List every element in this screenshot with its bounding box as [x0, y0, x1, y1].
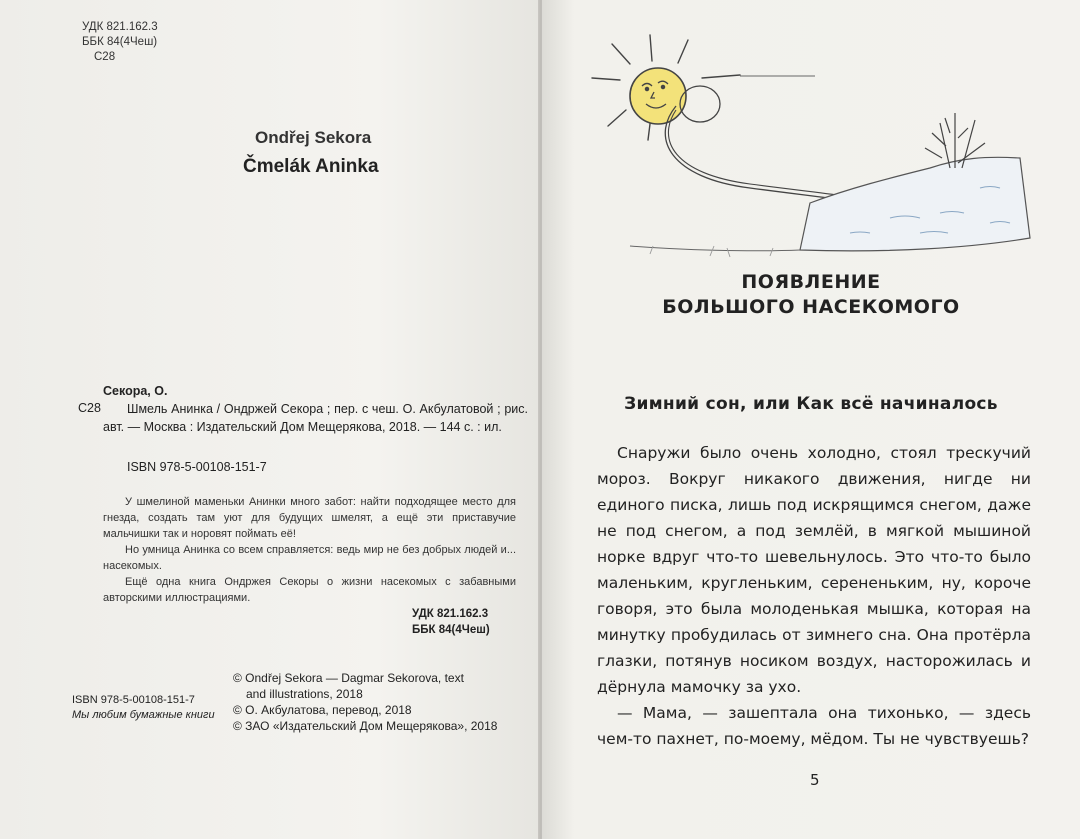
chapter-title-line: БОЛЬШОГО НАСЕКОМОГО — [662, 296, 960, 318]
original-author: Ondřej Sekora — [255, 128, 372, 147]
chapter-body — [597, 440, 1031, 752]
slogan: Мы любим бумажные книги — [72, 709, 215, 721]
chapter-title — [542, 270, 1080, 320]
annotation — [103, 494, 516, 606]
copyright-line: and illustrations, 2018 — [246, 687, 363, 701]
card-description — [103, 401, 528, 436]
sun-icon — [630, 68, 686, 124]
section-subtitle: Зимний сон, или Как всё начиналось — [624, 394, 998, 414]
bbk-bottom-line: ББК 84(4Чеш) — [412, 624, 490, 636]
copyright-line: © ЗАО «Издательский Дом Мещерякова», 2018 — [233, 719, 498, 733]
code-top-line: С28 — [94, 51, 116, 63]
original-title: Čmelák Aninka — [243, 156, 379, 177]
isbn-bottom: ISBN 978-5-00108-151-7 — [72, 694, 195, 706]
annotation-paragraph: У шмелиной маменьки Анинки много забот: найти подходящее место для гнезда, создать там уют для будущих шмелят, а ещё эти приставучие мальчишки так и норовят поймать её! — [103, 496, 516, 540]
body-paragraph: Снаружи было очень холодно, стоял трескучий мороз. Вокруг никакого движения, нигде ни единого писка, лишь под искрящимся снегом, даже не под снегом, а под землёй, в мягкой мышиной норке вдруг что-то шевельнулось. Это что-то было маленьким, кругленьким, серененьким, ну, короче говоря, это была молоденькая мышка, которая на минутку пробудилась от зимнего сна. Она протёрла глазки, потянув носиком воздух, насторожилась и дёрнула мамочку за ухо. — [597, 444, 1031, 696]
udk-block-top — [82, 20, 158, 65]
card-isbn: ISBN 978-5-00108-151-7 — [127, 460, 267, 474]
bleed-through — [205, 90, 209, 106]
body-paragraph: — Мама, — зашептала она тихонько, — здесь чем-то пахнет, по-моему, мёдом. Ты не чувствуешь? — [597, 704, 1031, 748]
card-description-text: Шмель Анинка / Ондржей Секора ; пер. с чеш. О. Акбулатовой ; рис. авт. — Москва : Издательский Дом Мещерякова, 2018. — 144 с. : ил. — [103, 402, 528, 434]
isbn-bottom-block — [72, 693, 215, 723]
sun-snow-illustration — [590, 28, 1040, 263]
udk-block-bottom — [412, 606, 490, 638]
copyright-line: © О. Акбулатова, перевод, 2018 — [233, 703, 412, 717]
copyright-block — [233, 670, 497, 734]
card-code: С28 — [78, 401, 101, 415]
annotation-paragraph: Но умница Анинка со всем справляется: ведь мир не без добрых людей и... насекомых. — [103, 544, 516, 572]
chapter-title-line: ПОЯВЛЕНИЕ — [741, 271, 881, 293]
udk-top-line: УДК 821.162.3 — [82, 21, 158, 33]
annotation-paragraph: Ещё одна книга Ондржея Секоры о жизни насекомых с забавными авторскими иллюстрациями. — [103, 576, 516, 604]
bbk-top-line: ББК 84(4Чеш) — [82, 36, 158, 48]
udk-bottom-line: УДК 821.162.3 — [412, 608, 489, 620]
page-number: 5 — [810, 771, 820, 789]
card-author: Секора, О. — [103, 384, 168, 398]
copyright-line: © Ondřej Sekora — Dagmar Sekorova, text — [233, 671, 464, 685]
